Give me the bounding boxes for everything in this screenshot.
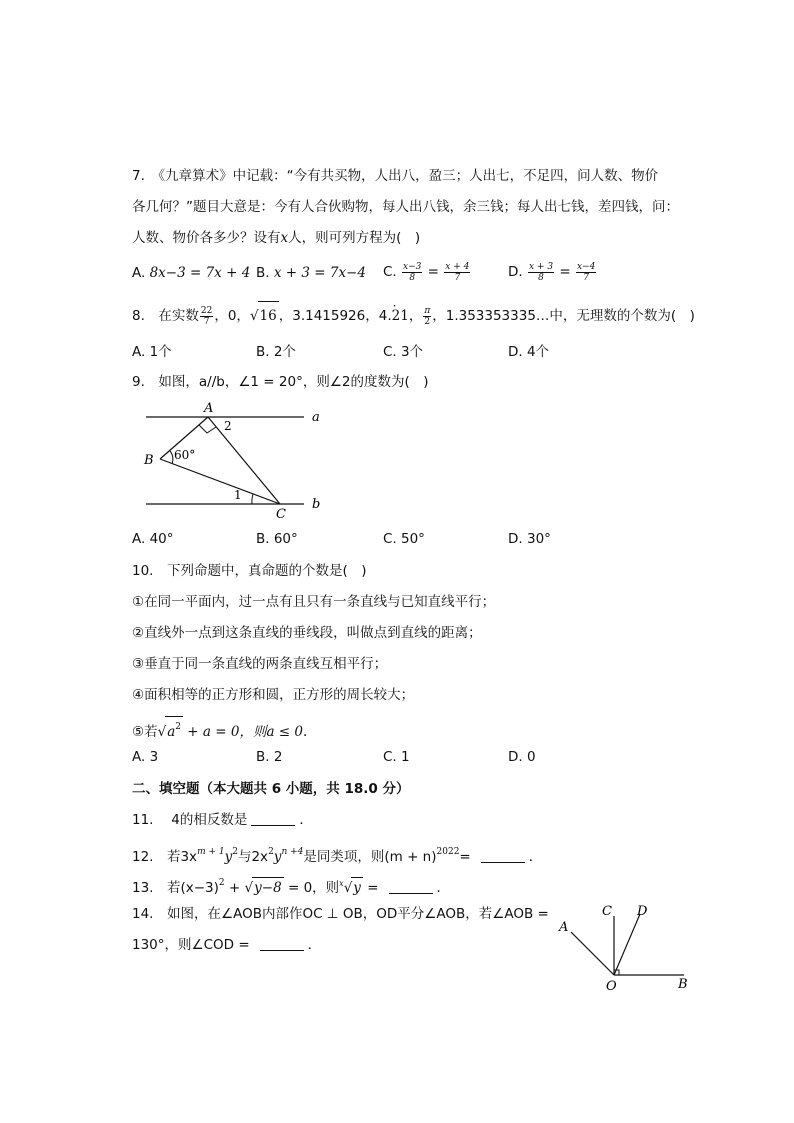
label-C: C bbox=[276, 507, 286, 522]
q7-line2: 各几何？”题目大意是：今有人合伙购物，每人出八钱，余三钱；每人出七钱，差四钱，问： bbox=[132, 199, 679, 215]
q12-answer-blank[interactable] bbox=[481, 848, 525, 863]
q14-figure bbox=[556, 900, 706, 996]
label-B: B bbox=[678, 977, 688, 992]
q7-option-c: C. $\frac{x-3}{8}$ = $\frac{x + 4}{7}$ bbox=[383, 261, 470, 283]
ray-od bbox=[614, 914, 640, 975]
q11: 11. 4的相反数是 ． bbox=[132, 812, 313, 828]
label-C: C bbox=[602, 904, 612, 919]
q10-item-5: ⑤若$√a^2 + a = 0$，则a ≤ 0. bbox=[132, 716, 307, 742]
q8-option-c: C. 3个 bbox=[383, 344, 424, 360]
q10-item-1: ①在同一平面内，过一点有且只有一条直线与已知直线平行； bbox=[132, 594, 496, 610]
label-B: B bbox=[144, 453, 154, 468]
angle-60-arc bbox=[170, 451, 173, 464]
q9-option-b: B. 60° bbox=[256, 531, 298, 547]
section-2-title: 二、填空题（本大题共 6 小题，共 18.0 分） bbox=[132, 781, 410, 797]
q7-option-b: B. x + 3 = 7x−4 bbox=[256, 265, 366, 281]
q13: 13. 若$(x-3)^2 + √y-8 = 0$，则$^x$√y = ． bbox=[132, 878, 451, 896]
q11-answer-blank[interactable] bbox=[251, 811, 295, 826]
q14-answer-blank[interactable] bbox=[260, 936, 304, 951]
q12: 12. 若$3x^{m + 1}y^2$与$2x^2y^{n +4}$是同类项，则$(m + n)^{2022}=$ ． bbox=[132, 847, 543, 865]
label-angle-1: 1 bbox=[234, 488, 242, 502]
label-A: A bbox=[204, 401, 214, 416]
q8-stem: 8. 在实数 $\frac{22}{7}$ ，0，√16 ，3.1415926，4.· 21， $\frac{\pi}{2}$ ，1.353353335…中，无理数的个数为( ) bbox=[132, 301, 695, 330]
q10-item-3: ③垂直于同一条直线的两条直线互相平行； bbox=[132, 656, 388, 672]
q10-option-d: D. 0 bbox=[508, 749, 536, 765]
q14-line1: 14. 如图，在∠AOB内部作OC ⊥ OB，OD平分∠AOB，若∠AOB = bbox=[132, 906, 549, 922]
label-angle-2: 2 bbox=[224, 419, 232, 433]
right-angle-mark bbox=[199, 425, 216, 433]
q8-option-b: B. 2个 bbox=[256, 344, 296, 360]
q10-item-4: ④面积相等的正方形和圆，正方形的周长较大； bbox=[132, 687, 415, 703]
q7-option-d: D. $\frac{x + 3}{8}$ = $\frac{x-4}{7}$ bbox=[508, 261, 596, 283]
label-A: A bbox=[559, 920, 569, 935]
q10-option-b: B. 2 bbox=[256, 749, 283, 765]
q9-figure bbox=[140, 398, 340, 522]
repeating-decimal: · 21 bbox=[392, 302, 409, 330]
q10-stem: 10. 下列命题中，真命题的个数是( ) bbox=[132, 563, 367, 579]
ray-oa bbox=[571, 932, 614, 975]
q8-option-d: D. 4个 bbox=[508, 344, 550, 360]
q9-option-c: C. 50° bbox=[383, 531, 425, 547]
q13-answer-blank[interactable] bbox=[389, 879, 433, 894]
q7-line3: 人数、物价各多少？设有x人，则可列方程为( ) bbox=[132, 230, 421, 246]
q8-option-a: A. 1个 bbox=[132, 344, 172, 360]
angle-1-arc bbox=[252, 494, 253, 504]
label-a: a bbox=[312, 410, 320, 425]
q9-option-a: A. 40° bbox=[132, 531, 174, 547]
label-angle-60: 60° bbox=[174, 448, 196, 462]
q7-line1: 7. 《九章算术》中记载：“今有共买物，人出八，盈三；人出七，不足四，问人数、物价 bbox=[132, 168, 659, 184]
q9-stem: 9. 如图，a//b，∠1 = 20°，则∠2的度数为( ) bbox=[132, 374, 429, 390]
label-D: D bbox=[637, 904, 648, 919]
label-b: b bbox=[312, 497, 321, 512]
q7-option-a: A. 8x−3 = 7x + 4 bbox=[132, 265, 251, 281]
q10-option-a: A. 3 bbox=[132, 749, 159, 765]
q9-option-d: D. 30° bbox=[508, 531, 551, 547]
q10-option-c: C. 1 bbox=[383, 749, 410, 765]
label-O: O bbox=[606, 979, 617, 994]
q14-line2: 130°，则∠COD = ． bbox=[132, 937, 322, 953]
q10-item-2: ②直线外一点到这条直线的垂线段，叫做点到直线的距离； bbox=[132, 625, 482, 641]
